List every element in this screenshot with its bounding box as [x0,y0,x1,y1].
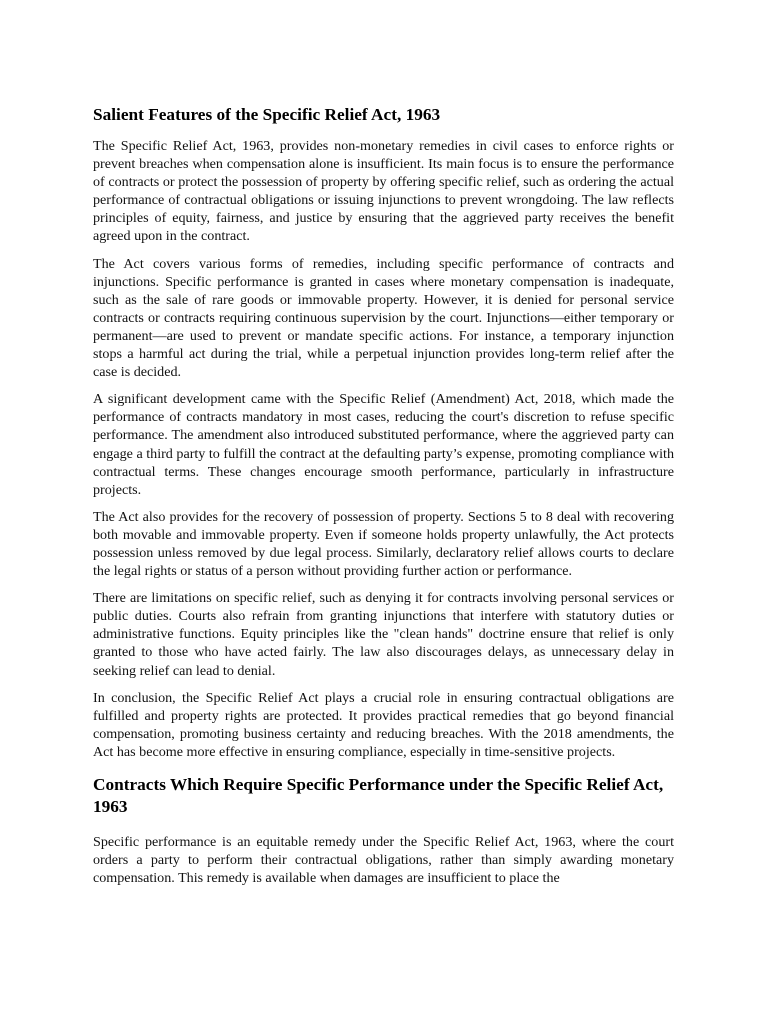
paragraph-intro: The Specific Relief Act, 1963, provides non-monetary remedies in civil cases to enforce rights or prevent breaches when compensation alone is insufficient. Its main focus is to ensure the performance of contracts or protect the possession of property by offering specific relief, such as ordering the actual performance of contractual obligations or issuing injunctions to prevent wrongdoing. The law reflects principles of equity, fairness, and justice by ensuring that the aggrieved party receives the benefit agreed upon in the contract. [93,138,674,245]
paragraph-specific-performance-intro: Specific performance is an equitable remedy under the Specific Relief Act, 1963, where the court orders a party to perform their contractual obligations, rather than simply awarding monetary compensation. This remedy is available when damages are insufficient to place the [93,834,674,887]
paragraph-conclusion: In conclusion, the Specific Relief Act plays a crucial role in ensuring contractual obligations are fulfilled and property rights are protected. It provides practical remedies that go beyond financial compensation, promoting business certainty and reducing breaches. With the 2018 amendments, the Act has become more effective in ensuring compliance, especially in time-sensitive projects. [93,689,674,760]
paragraph-remedies: The Act covers various forms of remedies, including specific performance of contracts and injunctions. Specific performance is granted in cases where monetary compensation is inadequate, such as the sale of rare goods or immovable property. However, it is denied for personal service contracts or contracts requiring continuous supervision by the court. Injunctions—either temporary or permanent—are used to prevent or mandate specific actions. For instance, a temporary injunction stops a harmful act during the trial, while a perpetual injunction provides long-term relief after the case is decided. [93,255,674,381]
paragraph-limitations: There are limitations on specific relief, such as denying it for contracts involving personal services or public duties. Courts also refrain from granting injunctions that interfere with statutory duties or administrative functions. Equity principles like the "clean hands" doctrine ensure that relief is only granted to those who have acted fairly. The law also discourages delays, as unnecessary delay in seeking relief can lead to denial. [93,590,674,679]
paragraph-recovery-of-possession: The Act also provides for the recovery of possession of property. Sections 5 to 8 deal with recovering both movable and immovable property. Even if someone holds property unlawfully, the Act protects possession unless removed by due legal process. Similarly, declaratory relief allows courts to declare the legal rights or status of a person without providing further action or performance. [93,508,674,580]
section-heading-specific-performance: Contracts Which Require Specific Performance under the Specific Relief Act, 1963 [93,775,664,816]
document-page [93,104,674,896]
section-heading-salient-features: Salient Features of the Specific Relief Act, 1963 [93,105,441,124]
paragraph-amendment-2018: A significant development came with the Specific Relief (Amendment) Act, 2018, which made the performance of contracts mandatory in most cases, reducing the court's discretion to refuse specific performance. The amendment also introduced substituted performance, where the aggrieved party can engage a third party to fulfill the contract at the defaulting party’s expense, promoting compliance with contractual terms. These changes encourage smooth performance, particularly in infrastructure projects. [93,391,674,498]
